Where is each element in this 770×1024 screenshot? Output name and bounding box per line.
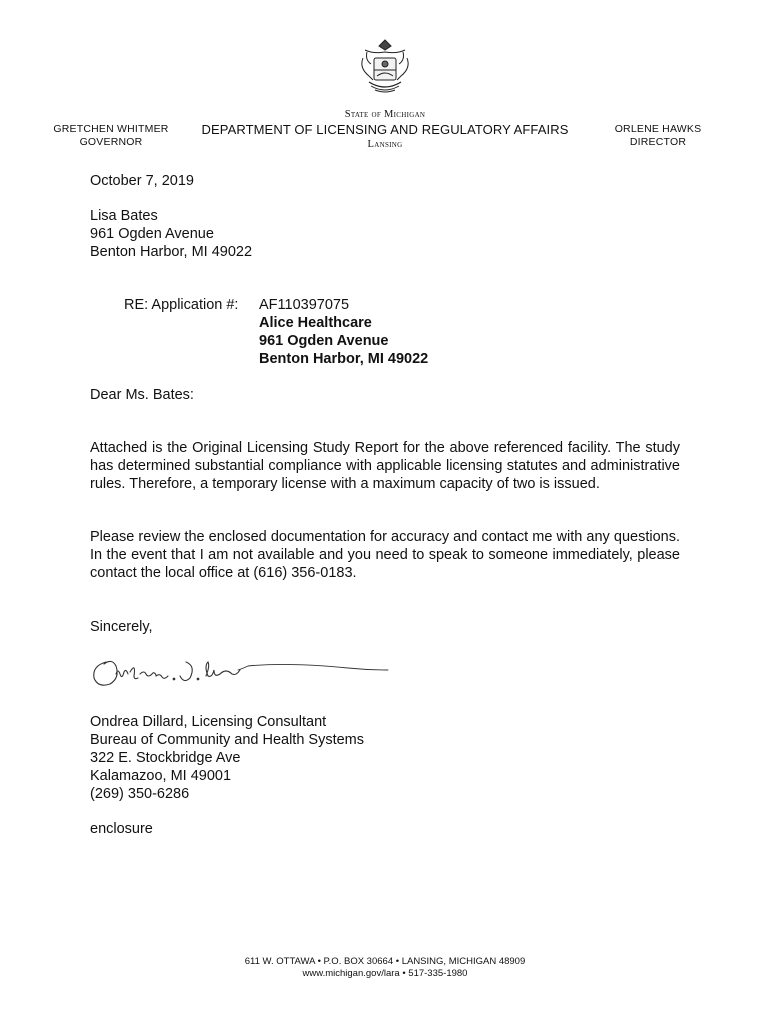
governor-block <box>50 123 172 149</box>
signer-name-title: Ondrea Dillard, Licensing Consultant <box>90 714 327 730</box>
paragraph-1: Attached is the Original Licensing Study Report for the above referenced facility. The study has determined substantial compliance with applicable licensing statutes and administrative rules. Therefore, a temporary license with a maximum capacity of two is issued. <box>90 440 680 492</box>
signer-street: 322 E. Stockbridge Ave <box>90 750 241 766</box>
signature-block <box>90 713 364 803</box>
facility-city: Benton Harbor, MI 49022 <box>259 351 429 367</box>
paragraph-2: Please review the enclosed documentation for accuracy and contact me with any questions. In the event that I am not available and you need to speak to someone immediately, please contact the local office at (616) 356-0183. <box>90 529 680 581</box>
enclosure-note: enclosure <box>90 821 153 837</box>
director-block <box>606 123 710 149</box>
facility-name: Alice Healthcare <box>259 315 372 331</box>
city-name: Lansing <box>367 139 403 150</box>
michigan-seal-icon <box>355 36 415 98</box>
footer <box>150 956 620 980</box>
letter-date: October 7, 2019 <box>90 173 194 189</box>
application-number: AF110397075 <box>259 297 350 313</box>
director-title: DIRECTOR <box>629 136 687 148</box>
salutation: Dear Ms. Bates: <box>90 387 194 403</box>
closing: Sincerely, <box>90 619 153 635</box>
recipient-name: Lisa Bates <box>90 208 158 224</box>
signer-city: Kalamazoo, MI 49001 <box>90 768 232 784</box>
state-name: State of Michigan <box>344 109 426 120</box>
footer-address: 611 W. OTTAWA • P.O. BOX 30664 • LANSING, MICHIGAN 48909 <box>244 956 526 967</box>
governor-title: GOVERNOR <box>79 136 143 148</box>
director-name: ORLENE HAWKS <box>614 123 702 135</box>
re-label: RE: Application #: <box>124 297 239 313</box>
recipient-address <box>90 207 252 261</box>
re-details <box>259 296 428 368</box>
department-name: DEPARTMENT OF LICENSING AND REGULATORY AFFAIRS <box>201 122 569 137</box>
signer-bureau: Bureau of Community and Health Systems <box>90 732 365 748</box>
footer-contact: www.michigan.gov/lara • 517-335-1980 <box>302 968 468 979</box>
signature-image <box>88 650 393 692</box>
recipient-city: Benton Harbor, MI 49022 <box>90 244 253 260</box>
governor-name: GRETCHEN WHITMER <box>53 123 169 135</box>
department-header <box>200 108 570 151</box>
recipient-street: 961 Ogden Avenue <box>90 226 214 242</box>
facility-street: 961 Ogden Avenue <box>259 333 389 349</box>
signer-phone: (269) 350-6286 <box>90 786 190 802</box>
